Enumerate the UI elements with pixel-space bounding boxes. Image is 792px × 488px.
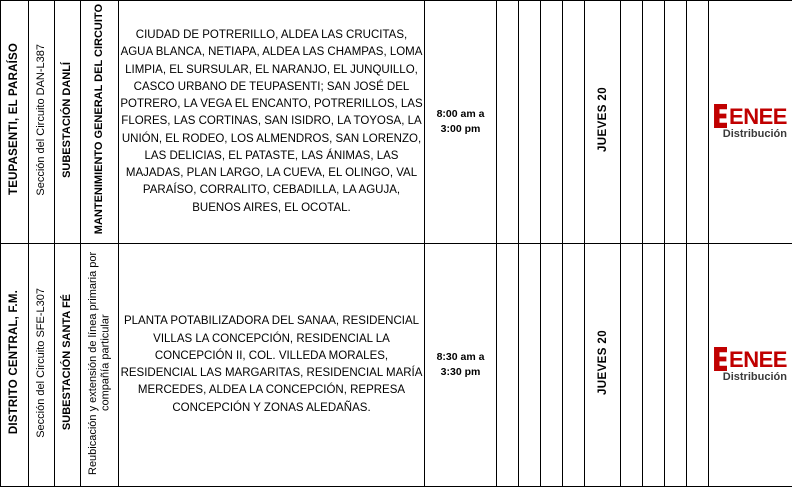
horario-text: 8:30 am a 3:30 pm bbox=[437, 351, 485, 378]
cell-spacer bbox=[687, 1, 709, 244]
tipo-trabajo-label: MANTENIMIENTO GENERAL DEL CIRCUITO bbox=[93, 4, 106, 234]
cell-zona bbox=[1, 244, 29, 487]
cell-spacer bbox=[497, 244, 519, 487]
cell-descripcion bbox=[119, 1, 425, 244]
cell-dia bbox=[585, 1, 621, 244]
seccion-label: Sección del Circuito SFE-L307 bbox=[35, 288, 48, 438]
cell-spacer bbox=[665, 244, 687, 487]
descripcion-text: CIUDAD DE POTRERILLO, ALDEA LAS CRUCITAS, AGUA BLANCA, NETIAPA, ALDEA LAS CHAMPAS, LOMA LIMPIA, EL SURSULAR, EL NARANJO, EL JUNQUILLO, CASCO URBANO DE TEUPASENTI; SAN JOSÉ DEL POTRERO, LA VEGA EL ENCANTO, POTRERILLOS, LAS FLORES, LAS CORTINAS, SAN ISIDRO, LA TOYOSA, LA UNIÓN, EL RODEO, LOS ALMENDROS, SAN LORENZO, LAS DELICIAS, EL PATASTE, LAS ÁNIMAS, LAS MAJADAS, PLAN LARGO, LA CUEVA, EL OLINGO, VAL PARAÍSO, CORRALITO, CEBADILLA, LA AGUJA, BUENOS AIRES, EL OCOTAL. bbox=[120, 29, 422, 214]
enee-logo-wordmark: ENEE bbox=[729, 107, 787, 128]
enee-logo-subtitle: Distribución bbox=[714, 372, 787, 383]
table-row bbox=[1, 1, 792, 244]
cell-subestacion bbox=[55, 244, 81, 487]
enee-logo bbox=[714, 347, 787, 383]
seccion-label: Sección del Circuito DAN-L387 bbox=[35, 44, 48, 196]
cell-tipo-trabajo bbox=[81, 1, 119, 244]
enee-logo-mark-icon bbox=[714, 104, 727, 128]
cell-spacer bbox=[563, 244, 585, 487]
cell-dia bbox=[585, 244, 621, 487]
dia-label: JUEVES 20 bbox=[597, 87, 609, 152]
cell-seccion bbox=[29, 1, 55, 244]
zona-label: DISTRITO CENTRAL, F.M. bbox=[8, 290, 21, 434]
enee-logo-mark-icon bbox=[714, 347, 727, 371]
cell-spacer bbox=[497, 1, 519, 244]
dia-label: JUEVES 20 bbox=[597, 330, 609, 395]
horario-text: 8:00 am a 3:00 pm bbox=[437, 108, 485, 135]
cell-horario bbox=[425, 244, 497, 487]
table-row bbox=[1, 244, 792, 487]
cell-spacer bbox=[687, 244, 709, 487]
cell-spacer bbox=[643, 1, 665, 244]
cell-spacer bbox=[541, 244, 563, 487]
subestacion-label: SUBESTACIÓN SANTA FÉ bbox=[61, 294, 74, 430]
cell-spacer bbox=[643, 244, 665, 487]
cell-horario bbox=[425, 1, 497, 244]
cell-spacer bbox=[621, 1, 643, 244]
descripcion-text: PLANTA POTABILIZADORA DEL SANAA, RESIDENCIAL VILLAS LA CONCEPCIÓN, RESIDENCIAL LA CONCEPCIÓN II, COL. VILLEDA MORALES, RESIDENCIAL LAS MARGARITAS, RESIDENCIAL MARÍA MERCEDES, ALDEA LA CONCEPCIÓN, REPRESA CONCEPCIÓN Y ZONAS ALEDAÑAS. bbox=[121, 315, 423, 413]
cell-spacer bbox=[563, 1, 585, 244]
subestacion-label: SUBESTACIÓN DANLÍ bbox=[61, 62, 74, 178]
cell-spacer bbox=[519, 244, 541, 487]
enee-logo bbox=[714, 104, 787, 140]
cell-descripcion bbox=[119, 244, 425, 487]
cell-spacer bbox=[665, 1, 687, 244]
cell-logo bbox=[709, 1, 792, 244]
cell-seccion bbox=[29, 244, 55, 487]
cell-logo bbox=[709, 244, 792, 487]
cell-zona bbox=[1, 1, 29, 244]
cell-tipo-trabajo bbox=[81, 244, 119, 487]
cell-spacer bbox=[621, 244, 643, 487]
tipo-trabajo-label: Reubicación y extensión de línea primaria por compañía particular bbox=[87, 244, 112, 482]
zona-label: TEUPASENTI, EL PARAÍSO bbox=[8, 43, 21, 195]
cell-spacer bbox=[519, 1, 541, 244]
enee-logo-wordmark: ENEE bbox=[729, 350, 787, 371]
cell-spacer bbox=[541, 1, 563, 244]
cell-subestacion bbox=[55, 1, 81, 244]
enee-logo-subtitle: Distribución bbox=[714, 129, 787, 140]
